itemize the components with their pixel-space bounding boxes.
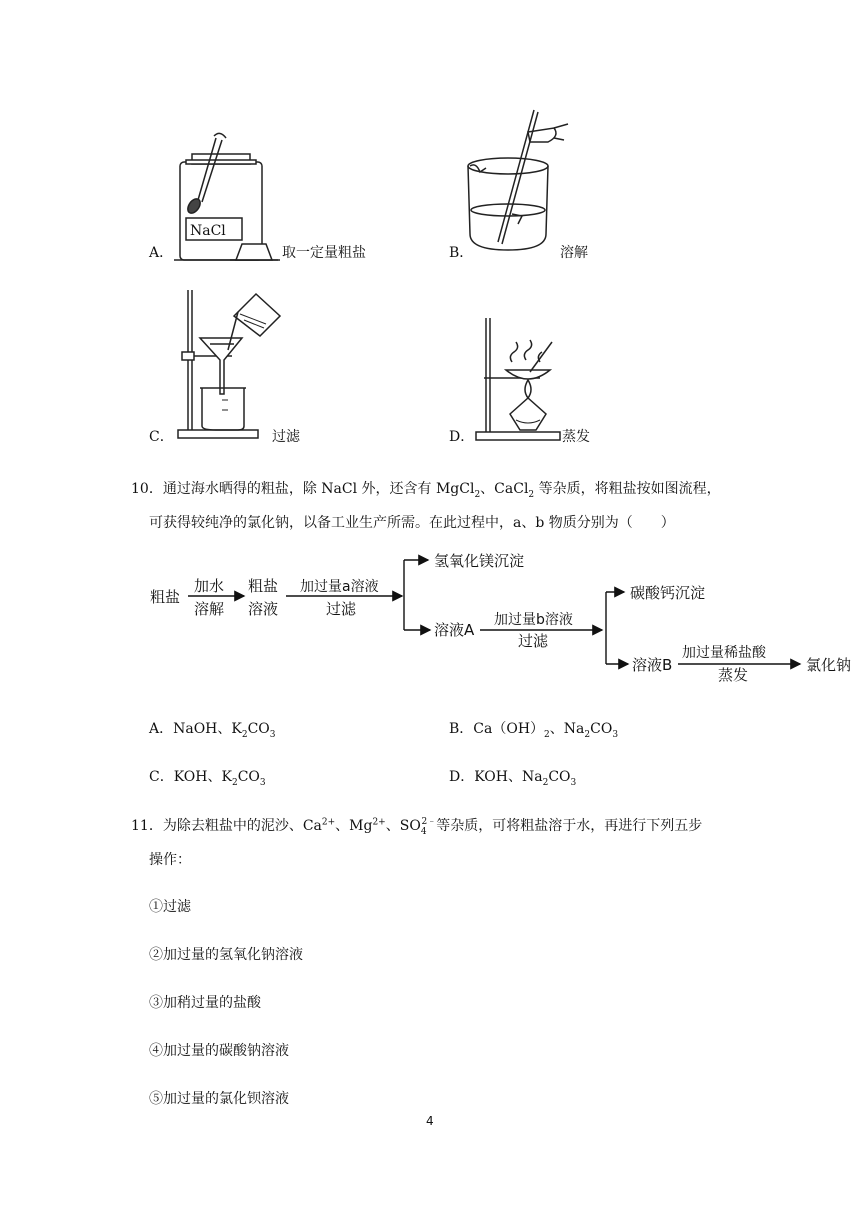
flow-step2-top: 加过量a溶液 [300, 579, 379, 595]
option-d-letter: D． [449, 429, 475, 445]
option-a-letter: A． [149, 245, 174, 261]
flow-node1-bottom: 溶液 [248, 600, 279, 618]
figure-d-evaporation-illustration [470, 304, 590, 444]
option-b-letter: B． [449, 245, 474, 261]
q10-stem-line1: 10．通过海水晒得的粗盐，除 NaCl 外，还含有 MgCl$_2$、CaCl$_2$ 等杂质，将粗盐按如图流程， [131, 481, 721, 500]
figure-c-filtration-illustration [172, 284, 312, 444]
q10-stem-line2: 可获得较纯净的氯化钠，以备工业生产所需。在此过程中，a、b 物质分别为（ ） [149, 515, 675, 531]
flow-start: 粗盐 [150, 588, 181, 606]
q11-stem-line1: 11．为除去粗盐中的泥沙、$Ca^{2+}$、$Mg^{2+}$、$SO_4^{2﹣}$等杂质，可将粗盐溶于水，再进行下列五步 [131, 817, 703, 837]
page-number: 4 [426, 1114, 434, 1128]
q10-option-d: D．KOH、$Na_2CO_3$ [449, 769, 577, 788]
option-d-caption: 蒸发 [562, 429, 590, 445]
flow-step3-bottom: 过滤 [518, 632, 549, 650]
flow-step3-top: 加过量b溶液 [494, 612, 573, 628]
q11-step-1: ①过滤 [149, 899, 191, 915]
q10-option-b: B．$Ca(OH)_2$、$Na_2CO_3$ [449, 721, 619, 740]
flow-step4-bottom: 蒸发 [718, 666, 749, 684]
q11-stem-line2: 操作： [149, 852, 191, 868]
flow-final: 氯化钠 [806, 656, 852, 674]
figure-b-beaker-illustration [456, 102, 616, 262]
flow-node1-top: 粗盐 [248, 577, 279, 595]
q11-step-5: ⑤加过量的氯化钡溶液 [149, 1091, 289, 1107]
q11-step-4: ④加过量的碳酸钠溶液 [149, 1043, 289, 1059]
flow-step4-top: 加过量稀盐酸 [682, 645, 766, 661]
flow-node3: 溶液B [632, 656, 673, 674]
q11-step-2: ②加过量的氢氧化钠溶液 [149, 947, 303, 963]
option-c-letter: C． [149, 429, 174, 445]
q11-step-3: ③加稍过量的盐酸 [149, 995, 261, 1011]
flow-node2: 溶液A [434, 621, 475, 639]
q10-option-c: C．KOH、$K_2CO_3$ [149, 769, 266, 788]
bottle-label-nacl: NaCl [190, 223, 226, 239]
flow-step1-bottom: 溶解 [194, 600, 225, 618]
option-c-caption: 过滤 [272, 429, 300, 445]
flow-out1: 氢氧化镁沉淀 [434, 552, 525, 570]
flow-out2: 碳酸钙沉淀 [630, 584, 706, 602]
option-a-caption: 取一定量粗盐 [282, 245, 366, 261]
flow-step2-bottom: 过滤 [326, 600, 357, 618]
option-b-caption: 溶解 [560, 245, 588, 261]
figure-a-bottle-illustration [170, 130, 470, 290]
q10-flowchart [148, 542, 860, 682]
q10-option-a: A．NaOH、$K_2CO_3$ [149, 721, 276, 740]
flow-step1-top: 加水 [194, 577, 225, 595]
